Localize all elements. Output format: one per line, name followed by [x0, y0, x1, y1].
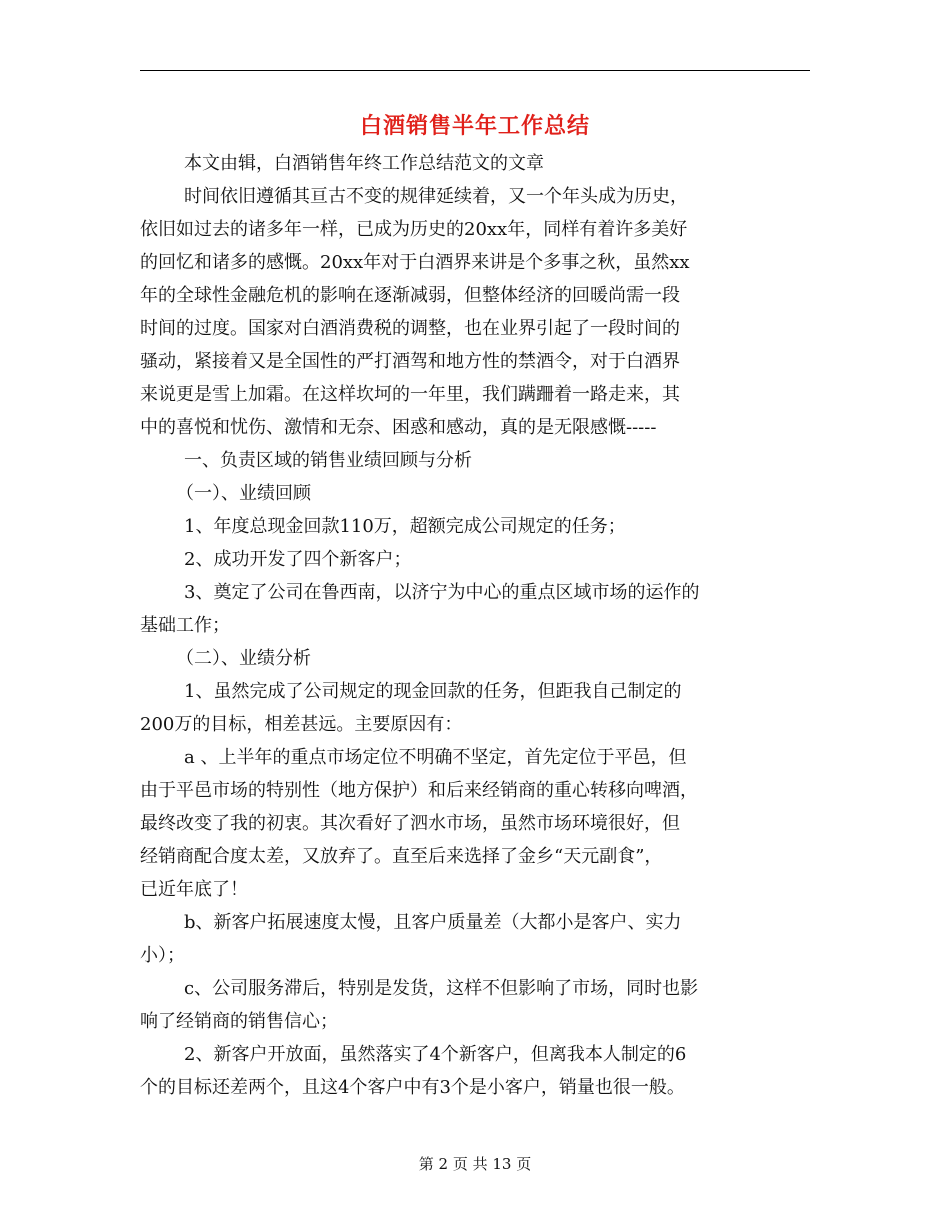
paragraph-line: 时间的过度。国家对白酒消费税的调整，也在业界引起了一段时间的 [140, 318, 680, 339]
paragraph-line: 已近年底了！ [140, 879, 248, 900]
paragraph-line: 最终改变了我的初衷。其次看好了泗水市场，虽然市场环境很好，但 [140, 813, 680, 834]
paragraph-line: 经销商配合度太差，又放弃了。直至后来选择了金乡“天元副食”， [140, 846, 663, 867]
paragraph-line: 个的目标还差两个，且这4个客户中有3个是小客户，销量也很一般。 [140, 1077, 685, 1098]
page-number-footer: 第 2 页 共 13 页 [418, 1155, 532, 1173]
paragraph-line: 1、年度总现金回款110万，超额完成公司规定的任务； [184, 516, 626, 537]
paragraph-line: 的回忆和诸多的感慨。20xx年对于白酒界来讲是个多事之秋，虽然xx [140, 252, 690, 273]
paragraph-line: 年的全球性金融危机的影响在逐渐减弱，但整体经济的回暖尚需一段 [140, 285, 680, 306]
paragraph-line: 依旧如过去的诸多年一样，已成为历史的20xx年，同样有着许多美好 [140, 219, 688, 240]
paragraph-line: 1、虽然完成了公司规定的现金回款的任务，但距我自己制定的 [184, 681, 682, 702]
paragraph-line: 本文由辑，白酒销售年终工作总结范文的文章 [184, 153, 544, 174]
paragraph-line: 200万的目标，相差甚远。主要原因有： [140, 714, 463, 735]
paragraph-line: 2、新客户开放面，虽然落实了4个新客户，但离我本人制定的6 [184, 1044, 687, 1065]
paragraph-line: 2、成功开发了四个新客户； [184, 549, 412, 570]
paragraph-line: b、新客户拓展速度太慢，且客户质量差（大都小是客户、实力 [184, 912, 682, 933]
document-title: 白酒销售半年工作总结 [359, 113, 590, 139]
paragraph-line: 基础工作； [140, 615, 230, 636]
paragraph-line: 中的喜悦和忧伤、激情和无奈、困惑和感动，真的是无限感慨----- [140, 417, 657, 438]
paragraph-line: 小）； [140, 945, 185, 966]
paragraph-line: （二）、业绩分析 [176, 648, 311, 669]
paragraph-line: 由于平邑市场的特别性（地方保护）和后来经销商的重心转移向啤酒， [140, 780, 698, 801]
paragraph-line: 3、奠定了公司在鲁西南，以济宁为中心的重点区域市场的运作的 [184, 582, 700, 603]
paragraph-line: a 、上半年的重点市场定位不明确不坚定，首先定位于平邑，但 [184, 747, 687, 768]
header-rule [140, 70, 810, 71]
paragraph-line: 来说更是雪上加霜。在这样坎坷的一年里，我们蹒跚着一路走来，其 [140, 384, 680, 405]
document-body [140, 147, 810, 1104]
paragraph-line: 一、负责区域的销售业绩回顾与分析 [184, 450, 472, 471]
paragraph-line: c、公司服务滞后，特别是发货，这样不但影响了市场，同时也影 [184, 978, 699, 999]
paragraph-line: 时间依旧遵循其亘古不变的规律延续着，又一个年头成为历史， [184, 186, 688, 207]
paragraph-line: （一）、业绩回顾 [176, 483, 311, 504]
paragraph-line: 响了经销商的销售信心； [140, 1011, 338, 1032]
paragraph-line: 骚动，紧接着又是全国性的严打酒驾和地方性的禁酒令，对于白酒界 [140, 351, 680, 372]
